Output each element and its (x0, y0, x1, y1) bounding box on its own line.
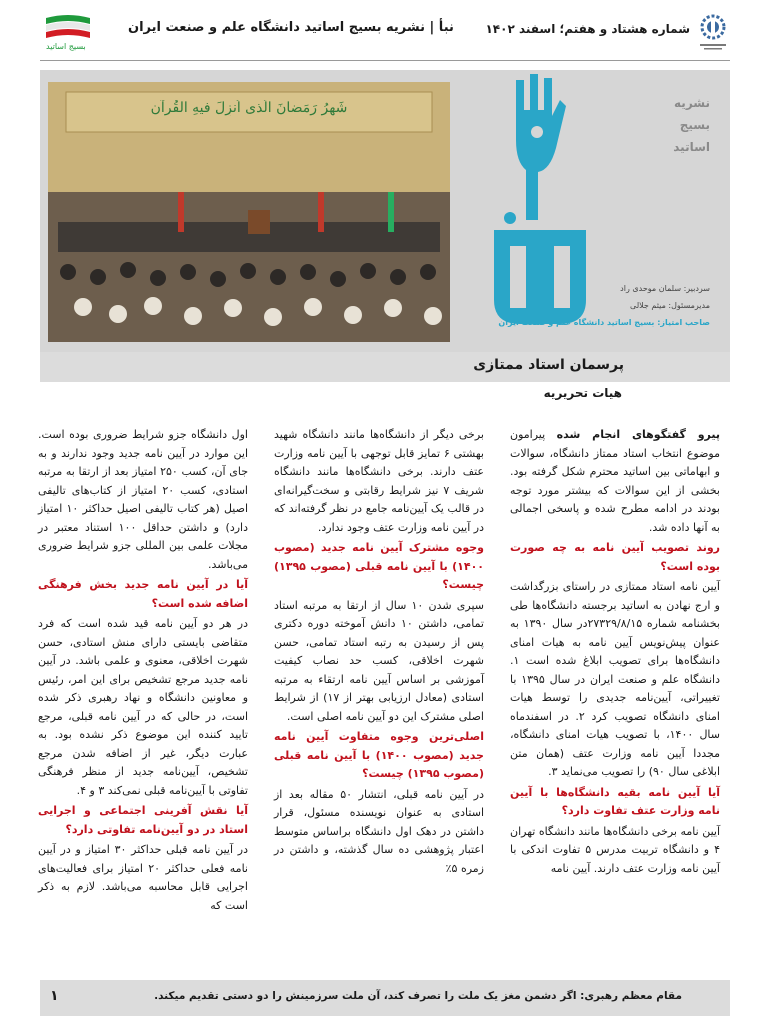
article-byline: هیات تحریریه (543, 386, 622, 400)
answer-paragraph: در هر دو آیین نامه قید شده است که فرد متقاضی بایستی دارای منش استادی، حسن شهرت اخلاقی، معنوی و علمی باشد. در آیین نامه جدید مرجع تشخیص برای این امر، رئیس و معاونین دانشگاه و نهاد رهبری ذکر شده است، در حالی که در آیین نامه قبلی، مرجع تایید کننده این موضوع ذکر نشده بود. به عبارت دیگر، غیر از اضافه شدن مرجع تشخیص، آیین‌نامه جدید از منظر فرهنگی تفاوتی با آیین‌نامه قبلی نمی‌کند ۳ و ۴. (38, 617, 248, 797)
masthead-credits (498, 280, 710, 331)
lead-paragraph (510, 426, 720, 537)
leader-meeting-hall-photo (48, 82, 450, 342)
basij-logo-caption: بسیج اساتید (46, 42, 86, 51)
answer-paragraph: برخی دیگر از دانشگاه‌ها مانند دانشگاه شهید بهشتی ۶ تمایز قابل توجهی با آیین نامه وزارت عتف دارند. برخی دانشگاه‌ها مانند دانشگاه شریف ۷ نیز شرایط رقابتی و سخت‌گیرانه‌ای در قالب یک آیین‌نامه جامع در نظر گرفته‌اند که در آیین نامه وزارت عتف وجود ندارد. (274, 428, 484, 534)
answer-paragraph: در آیین نامه قبلی حداکثر ۳۰ امتیاز و در آیین نامه فعلی حداکثر ۲۰ امتیاز برای فعالیت‌های اجرایی قابل محاسبه می‌باشد. لازم به ذکر است که (38, 843, 248, 912)
photo-banner-calligraphy: شَهرُ رَمَضانَ الَّذی اُنزِلَ فیهِ القُرآن (150, 100, 348, 116)
footer-quote: مقام معظم رهبری: اگر دشمن مغز یک ملت را تصرف کند، آن ملت سرزمینش را دو دستی تقدیم میکند. (154, 990, 682, 1002)
hero-panel (40, 70, 730, 352)
question-heading: آیا در آیین نامه جدید بخش فرهنگی اضافه شده است؟ (38, 578, 248, 610)
page-header (40, 8, 730, 61)
brand-line-publication: نشریه (674, 96, 710, 110)
university-gear-emblem-icon (696, 12, 730, 52)
answer-paragraph: در آیین نامه قبلی، انتشار ۵۰ مقاله بعد از استادی به عنوان نویسنده مسئول، قرار داشتن در دهک اول دانشگاه براساس متوسط اعتبار پژوهشی ده سال گذشته، و داشتن در زمره ۵٪ (274, 787, 484, 875)
question-heading: اصلی‌ترین وجوه متفاوت آیین نامه جدید (مصوب ۱۴۰۰) با آیین نامه قبلی (مصوب ۱۳۹۵) چیست؟ (274, 730, 484, 780)
credit-owner: صاحب امتیاز: بسیج اساتید دانشگاه علم و صنعت ایران (498, 318, 710, 327)
lead-text: پیرامون موضوع انتخاب استاد ممتاز دانشگاه، سوالات و ابهاماتی بین اساتید محترم شکل گرفته بود. بخشی از این سوالات که بیشتر مورد توجه بودند در ادامه مطرح شده و پاسخی اجمالی به آنها داده شد. (510, 428, 720, 534)
brand-line-professors: اساتید (673, 140, 710, 154)
question-heading: وجوه مشترک آیین نامه جدید (مصوب ۱۴۰۰) با آیین نامه قبلی (مصوب ۱۳۹۵) چیست؟ (274, 541, 484, 591)
page-number: ۱ (50, 988, 59, 1004)
page-footer (40, 980, 730, 1016)
question-heading: روند تصویب آیین نامه به چه صورت بوده است؟ (510, 541, 720, 573)
publication-title: نبأ | نشریه بسیج اساتید دانشگاه علم و صنعت ایران (128, 20, 454, 35)
article-title: پرسمان استاد ممتازی (473, 357, 624, 373)
brand-line-basij: بسیج (679, 118, 710, 132)
lead-bold: پیرو گفتگوهای انجام شده (556, 428, 720, 441)
answer-paragraph: اول دانشگاه جزو شرایط ضروری بوده است. این موارد در آیین نامه جدید وجود ندارند و به جای آن، کسب ۲۵۰ امتیاز بعد از ارتقا به مرتبه استادی، کسب ۲۰ امتیاز از کتاب‌های تالیفی اصیل (هر کتاب تالیفی اصیل حداکثر ۱۰ امتیاز دارد) و داشتن حداقل ۱۰۰ استناد معتبر در مجلات علمی بین المللی جزو شرایط ضروری می‌باشد. (38, 428, 249, 571)
answer-paragraph: آیین نامه برخی دانشگاه‌ها مانند دانشگاه تهران ۴ و دانشگاه تربیت مدرس ۵ تفاوت اندکی با آیین نامه وزارت عتف دارند. آیین نامه (509, 824, 720, 875)
basij-flag-logo-icon (40, 10, 96, 56)
question-heading: آیا نقش آفرینی اجتماعی و اجرایی استاد در دو آیین‌نامه تفاوتی دارد؟ (38, 804, 248, 836)
article-column-3 (38, 426, 248, 917)
article-column-2 (274, 426, 484, 880)
answer-paragraph: سپری شدن ۱۰ سال از ارتقا به مرتبه استاد تمامی، داشتن ۱۰ دانش آموخته دوره دکتری پس از رسیدن به رتبه استاد تمامی، حسن شهرت اخلاقی، کسب حد نصاب کیفیت آموزشی بر اساس آیین نامه ارتقاء به مرتبه استادی (معادل ارزیابی بهتر از ۱۷) از شرایط اصلی مشترک این دو آیین نامه اصلی است. (274, 598, 485, 723)
answer-paragraph: آیین نامه استاد ممتازی در راستای بزرگداشت و ارج نهادن به اساتید برجسته دانشگاه‌ها طی بخشنامه شماره ۲۷۳۲۹/۸/۱۵در سال ۱۳۹۰ به عنوان پیش‌نویس آیین نامه به هیات امنای دانشگاه‌ها برای تصویب ابلاغ شده است ۱. دانشگاه علم و صنعت ایران در سال ۱۳۹۵ با تغییراتی، آیین‌نامه جدیدی را توسط هیات امنای دانشگاه تصویب کرد ۲. در اسفندماه سال ۱۴۰۰، با تصویب هیات امنای دانشگاه، مجددا آیین نامه وزارت عتف (همان متن ابلاغی سال ۹۰) را تصویب می‌نماید ۳. (510, 580, 721, 778)
article-title-bar (40, 352, 730, 382)
credit-editor: سردبیر: سلمان موحدی راد (620, 284, 710, 293)
credit-manager: مدیرمسئول: میثم جلالی (630, 301, 710, 310)
article-column-1 (510, 426, 720, 880)
brand-wordmark (673, 92, 710, 158)
question-heading: آیا آیین نامه بقیه دانشگاه‌ها با آیین نامه وزارت عتف تفاوت دارد؟ (510, 785, 720, 817)
issue-label: شماره هشتاد و هفتم؛ اسفند ۱۴۰۲ (485, 22, 690, 36)
